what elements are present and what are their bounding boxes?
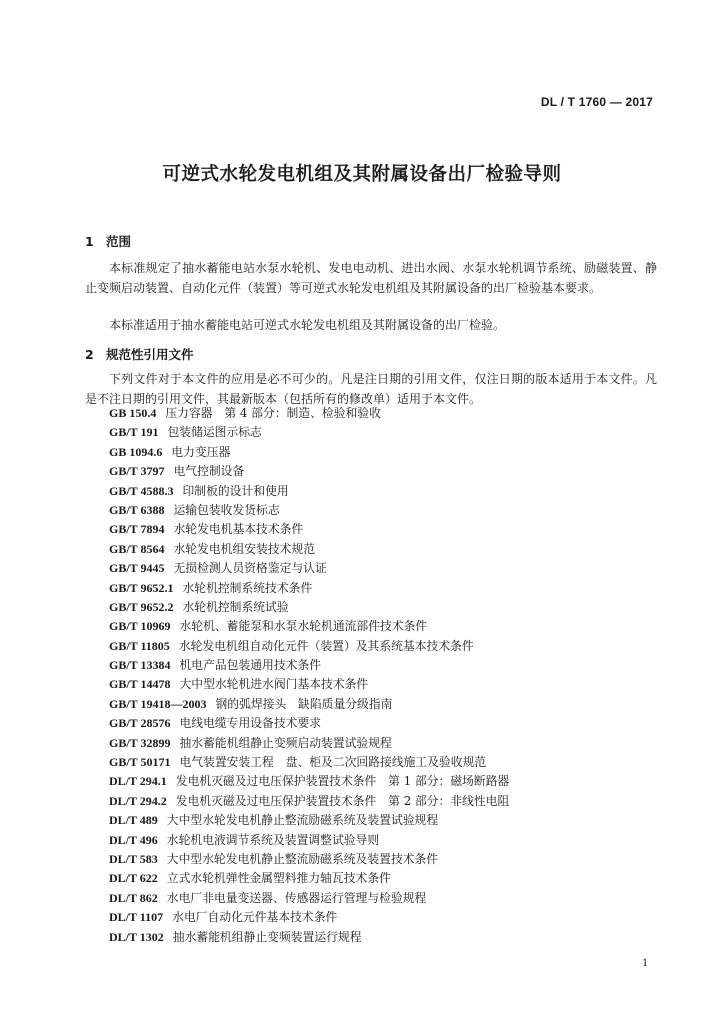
section-heading-scope	[85, 232, 131, 250]
reference-item	[109, 482, 509, 501]
reference-item	[109, 675, 509, 694]
reference-title: 水轮机控制系统技术条件	[182, 580, 313, 595]
reference-item	[109, 792, 509, 811]
reference-title: 水轮机、蓄能泵和水泵水轮机通流部件技术条件	[179, 619, 428, 634]
reference-code: GB/T 3797	[109, 464, 165, 479]
reference-title: 抽水蓄能机组静止变频装置运行规程	[172, 929, 362, 944]
reference-code: GB 1094.6	[109, 444, 163, 459]
reference-item	[109, 811, 509, 830]
reference-code: GB/T 14478	[109, 677, 171, 692]
reference-item	[109, 734, 509, 753]
reference-title: 大中型水轮机进水阀门基本技术条件	[179, 677, 369, 692]
reference-code: GB/T 191	[109, 425, 159, 440]
reference-item	[109, 579, 509, 598]
reference-title: 水电厂非电量变送器、传感器运行管理与检验规程	[166, 890, 427, 905]
scope-paragraph: 本标准规定了抽水蓄能电站水泵水轮机、发电电动机、进出水阀、水泵水轮机调节系统、励磁装置、静止变频启动装置、自动化元件（装置）等可逆式水轮发电机组及其附属设备的出厂检验基本要求。	[85, 261, 657, 295]
reference-title: 包装储运图示标志	[167, 425, 262, 440]
page-number: 1	[642, 955, 648, 969]
reference-item	[109, 695, 509, 714]
section-heading-normative-references	[85, 345, 194, 363]
reference-code: DL/T 294.2	[109, 793, 167, 808]
reference-item	[109, 540, 509, 559]
reference-code: GB/T 9652.1	[109, 580, 174, 595]
reference-code: GB/T 10969	[109, 619, 171, 634]
section-title: 范围	[106, 234, 132, 249]
reference-title: 发电机灭磁及过电压保护装置技术条件 第 2 部分：非线性电阻	[175, 793, 510, 808]
reference-item	[109, 443, 509, 462]
reference-item	[109, 908, 509, 927]
reference-title: 电线电缆专用设备技术要求	[179, 716, 322, 731]
reference-title: 运输包装收发货标志	[173, 502, 280, 517]
reference-code: GB 150.4	[109, 406, 157, 420]
reference-item	[109, 850, 509, 869]
reference-code: DL/T 489	[109, 813, 158, 828]
reference-code: GB/T 7894	[109, 522, 165, 537]
reference-code: GB/T 32899	[109, 735, 171, 750]
reference-code: GB/T 4588.3	[109, 483, 174, 498]
document-title: 可逆式水轮发电机组及其附属设备出厂检验导则	[162, 164, 562, 185]
reference-title: 钢的弧焊接头 缺陷质量分级指南	[215, 696, 393, 711]
reference-code: DL/T 622	[109, 871, 158, 886]
reference-item	[109, 423, 509, 442]
reference-title: 大中型水轮发电机静止整流励磁系统及装置技术条件	[166, 851, 439, 866]
reference-title: 发电机灭磁及过电压保护装置技术条件 第 1 部分：磁场断路器	[175, 774, 510, 789]
reference-title: 电气装置安装工程 盘、柜及二次回路接线施工及验收规范	[179, 755, 487, 770]
reference-title: 水轮机电液调节系统及装置调整试验导则	[166, 832, 380, 847]
section-title: 规范性引用文件	[106, 347, 194, 362]
reference-item	[109, 831, 509, 850]
reference-title: 大中型水轮发电机静止整流励磁系统及装置试验规程	[166, 813, 439, 828]
reference-item	[109, 617, 509, 636]
reference-item	[109, 598, 509, 617]
reference-item	[109, 501, 509, 520]
reference-code: GB/T 11805	[109, 638, 170, 653]
reference-item	[109, 869, 509, 888]
reference-title: 抽水蓄能机组静止变频启动装置试验规程	[179, 735, 392, 750]
reference-item	[109, 889, 509, 908]
reference-item	[109, 928, 509, 947]
reference-code: GB/T 8564	[109, 541, 165, 556]
reference-code: GB/T 9652.2	[109, 599, 174, 614]
reference-code: DL/T 583	[109, 851, 158, 866]
reference-item	[109, 559, 509, 578]
reference-item	[109, 637, 509, 656]
reference-list	[109, 404, 509, 947]
reference-item	[109, 772, 509, 791]
reference-title: 水轮机控制系统试验	[182, 599, 289, 614]
reference-code: GB/T 6388	[109, 502, 165, 517]
reference-code: GB/T 28576	[109, 716, 171, 731]
reference-title: 无损检测人员资格鉴定与认证	[173, 561, 327, 576]
reference-item	[109, 462, 509, 481]
reference-item	[109, 656, 509, 675]
reference-title: 电气控制设备	[173, 464, 245, 479]
reference-code: GB/T 19418—2003	[109, 696, 207, 711]
reference-code: DL/T 862	[109, 890, 158, 905]
scope-applicability-paragraph: 本标准适用于抽水蓄能电站可逆式水轮发电机组及其附属设备的出厂检验。	[109, 318, 506, 332]
reference-code: DL/T 1107	[109, 910, 164, 925]
reference-code: DL/T 294.1	[109, 774, 167, 789]
reference-title: 水轮发电机组安装技术规范	[173, 541, 316, 556]
reference-title: 立式水轮机弹性金属塑料推力轴瓦技术条件	[166, 871, 391, 886]
section-number: 2	[85, 347, 94, 362]
reference-title: 水电厂自动化元件基本技术条件	[172, 910, 338, 925]
reference-item	[109, 753, 509, 772]
reference-item	[109, 714, 509, 733]
reference-code: GB/T 13384	[109, 658, 171, 673]
reference-code: DL/T 1302	[109, 929, 164, 944]
references-intro-paragraph: 下列文件对于本文件的应用是必不可少的。凡是注日期的引用文件，仅注日期的版本适用于本文件。凡是不注日期的引用文件，其最新版本（包括所有的修改单）适用于本文件。	[85, 372, 657, 406]
reference-title: 印制板的设计和使用	[182, 483, 289, 498]
reference-title: 机电产品包装通用技术条件	[179, 658, 322, 673]
reference-item	[109, 404, 509, 423]
reference-code: GB/T 9445	[109, 561, 165, 576]
reference-code: GB/T 50171	[109, 755, 171, 770]
reference-title: 电力变压器	[171, 444, 231, 459]
reference-item	[109, 520, 509, 539]
reference-title: 水轮发电机基本技术条件	[173, 522, 304, 537]
reference-title: 水轮发电机组自动化元件（装置）及其系统基本技术条件	[178, 638, 474, 653]
document-code: DL / T 1760 — 2017	[540, 95, 653, 109]
reference-code: DL/T 496	[109, 832, 158, 847]
reference-title: 压力容器 第 4 部分：制造、检验和验收	[165, 406, 381, 420]
section-number: 1	[85, 234, 94, 249]
